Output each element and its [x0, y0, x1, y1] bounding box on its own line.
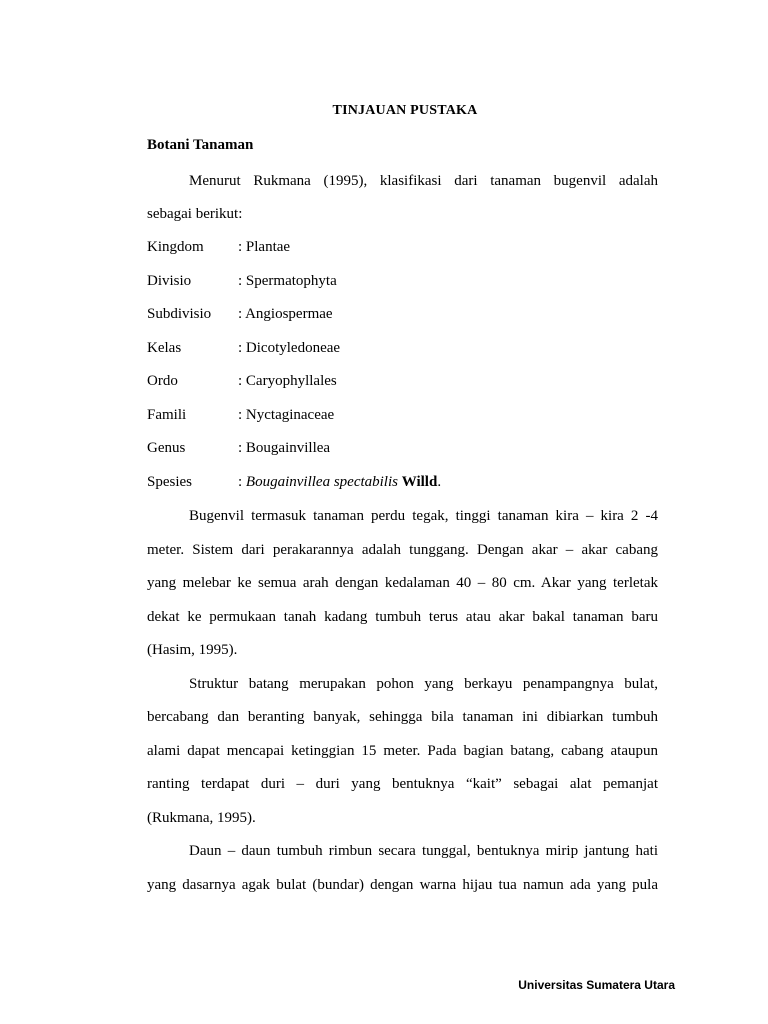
classification-value: : Caryophyllales: [238, 373, 337, 389]
classification-label: Kingdom: [147, 239, 204, 255]
classification-label: Ordo: [147, 373, 178, 389]
species-scientific-name: Bougainvillea spectabilis: [245, 474, 398, 490]
paragraph-line: yang dasarnya agak bulat (bundar) dengan warna hijau tua namun ada yang pula: [147, 877, 658, 893]
intro-line: Menurut Rukmana (1995), klasifikasi dari tanaman bugenvil adalah: [189, 173, 658, 189]
classification-label: Genus: [147, 440, 186, 456]
classification-row: [147, 305, 333, 323]
section-heading: Botani Tanaman: [147, 137, 254, 153]
species-prefix: :: [238, 474, 246, 490]
species-value: [238, 473, 441, 491]
classification-value: : Plantae: [238, 239, 291, 255]
classification-value: : Spermatophyta: [238, 273, 337, 289]
footer-institution: Universitas Sumatera Utara: [518, 978, 675, 992]
classification-label: Kelas: [147, 340, 182, 356]
paragraph-line: Daun – daun tumbuh rimbun secara tunggal, bentuknya mirip jantung hati: [189, 843, 658, 859]
paragraph-line: (Rukmana, 1995).: [147, 810, 256, 826]
classification-label: Divisio: [147, 273, 192, 289]
classification-row: [147, 406, 334, 424]
species-author: Willd: [401, 474, 438, 490]
classification-row: [147, 339, 340, 357]
paragraph-line: Bugenvil termasuk tanaman perdu tegak, tinggi tanaman kira – kira 2 -4: [189, 508, 658, 524]
classification-label: Famili: [147, 407, 187, 423]
classification-value: : Dicotyledoneae: [238, 340, 341, 356]
paragraph-line: Struktur batang merupakan pohon yang berkayu penampangnya bulat,: [189, 676, 658, 692]
classification-label: Spesies: [147, 474, 192, 490]
classification-row: [147, 238, 290, 256]
paragraph-line: ranting terdapat duri – duri yang bentuknya “kait” sebagai alat pemanjat: [147, 776, 658, 792]
paragraph-line: alami dapat mencapai ketinggian 15 meter. Pada bagian batang, cabang ataupun: [147, 743, 658, 759]
page-title: TINJAUAN PUSTAKA: [332, 103, 478, 118]
classification-label: Subdivisio: [147, 306, 212, 322]
classification-row-species: [147, 473, 441, 491]
intro-line: sebagai berikut:: [147, 206, 243, 222]
paragraph-line: (Hasim, 1995).: [147, 642, 238, 658]
paragraph-line: dekat ke permukaan tanah kadang tumbuh terus atau akar bakal tanaman baru: [147, 609, 658, 625]
paragraph-line: bercabang dan beranting banyak, sehingga bila tanaman ini dibiarkan tumbuh: [147, 709, 658, 725]
classification-row: [147, 372, 337, 390]
classification-value: : Bougainvillea: [238, 440, 331, 456]
species-suffix: .: [437, 474, 442, 490]
classification-row: [147, 439, 330, 457]
classification-row: [147, 272, 337, 290]
paragraph-line: yang melebar ke semua arah dengan kedalaman 40 – 80 cm. Akar yang terletak: [147, 575, 658, 591]
classification-value: : Angiospermae: [238, 306, 333, 322]
classification-value: : Nyctaginaceae: [238, 407, 335, 423]
paragraph-line: meter. Sistem dari perakarannya adalah tunggang. Dengan akar – akar cabang: [147, 542, 658, 558]
